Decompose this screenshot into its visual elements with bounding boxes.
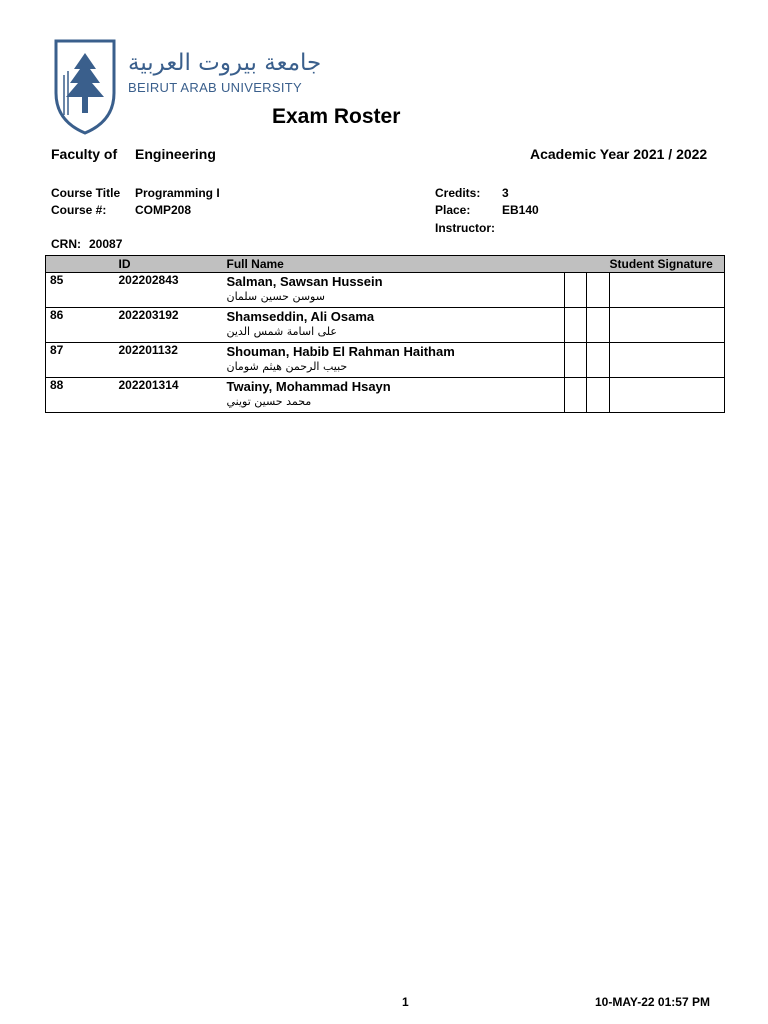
student-name-english: Shamseddin, Ali Osama bbox=[226, 309, 375, 324]
table-row bbox=[46, 273, 725, 308]
check-box-1[interactable] bbox=[565, 343, 587, 378]
student-name-arabic: محمد حسين تويني bbox=[226, 395, 312, 408]
student-name-english: Salman, Sawsan Hussein bbox=[226, 274, 383, 289]
row-seq: 87 bbox=[46, 343, 119, 378]
row-full-name bbox=[227, 308, 565, 343]
place-value: EB140 bbox=[502, 203, 539, 217]
signature-cell[interactable] bbox=[610, 378, 725, 413]
check-box-2[interactable] bbox=[587, 343, 610, 378]
student-name-arabic: حبيب الرحمن هيثم شومان bbox=[226, 360, 348, 373]
column-header-check-1 bbox=[565, 256, 587, 273]
row-id: 202201132 bbox=[119, 343, 227, 378]
check-box-1[interactable] bbox=[565, 273, 587, 308]
academic-year: Academic Year 2021 / 2022 bbox=[530, 146, 708, 162]
faculty-label: Faculty of bbox=[51, 146, 118, 162]
course-title-value: Programming I bbox=[135, 186, 220, 200]
column-header-seq bbox=[46, 256, 119, 273]
check-box-1[interactable] bbox=[565, 308, 587, 343]
instructor-label: Instructor: bbox=[435, 221, 495, 235]
column-header-signature: Student Signature bbox=[610, 256, 725, 273]
check-box-2[interactable] bbox=[587, 273, 610, 308]
column-header-check-2 bbox=[587, 256, 610, 273]
row-full-name bbox=[227, 273, 565, 308]
signature-cell[interactable] bbox=[610, 308, 725, 343]
course-title-label: Course Title bbox=[51, 186, 121, 200]
column-header-id: ID bbox=[119, 256, 227, 273]
credits-label: Credits: bbox=[435, 186, 481, 200]
table-row bbox=[46, 343, 725, 378]
logo-arabic-text: جامعة بيروت العربية bbox=[128, 50, 322, 76]
crn-label: CRN: bbox=[51, 237, 81, 251]
roster-table bbox=[45, 255, 725, 413]
credits-value: 3 bbox=[502, 186, 509, 200]
check-box-2[interactable] bbox=[587, 378, 610, 413]
student-name-english: Shouman, Habib El Rahman Haitham bbox=[226, 344, 455, 359]
row-id: 202203192 bbox=[119, 308, 227, 343]
table-row bbox=[46, 378, 725, 413]
check-box-2[interactable] bbox=[587, 308, 610, 343]
page-title: Exam Roster bbox=[272, 105, 401, 128]
course-number-value: COMP208 bbox=[135, 203, 192, 217]
print-timestamp: 10-MAY-22 01:57 PM bbox=[595, 995, 710, 1009]
student-name-arabic: على اسامة شمس الدين bbox=[226, 325, 337, 338]
row-seq: 85 bbox=[46, 273, 119, 308]
check-box-1[interactable] bbox=[565, 378, 587, 413]
signature-cell[interactable] bbox=[610, 343, 725, 378]
table-row bbox=[46, 308, 725, 343]
student-name-arabic: سوسن حسين سلمان bbox=[226, 290, 325, 303]
signature-cell[interactable] bbox=[610, 273, 725, 308]
logo-english-text: BEIRUT ARAB UNIVERSITY bbox=[128, 80, 302, 95]
student-name-english: Twainy, Mohammad Hsayn bbox=[226, 379, 391, 394]
table-header-row bbox=[46, 256, 725, 273]
row-full-name bbox=[227, 378, 565, 413]
row-seq: 88 bbox=[46, 378, 119, 413]
row-full-name bbox=[227, 343, 565, 378]
cedar-shield-icon bbox=[50, 35, 120, 135]
row-id: 202202843 bbox=[119, 273, 227, 308]
place-label: Place: bbox=[435, 203, 471, 217]
faculty-value: Engineering bbox=[135, 146, 216, 162]
column-header-full-name: Full Name bbox=[227, 256, 565, 273]
row-seq: 86 bbox=[46, 308, 119, 343]
crn-value: 20087 bbox=[89, 237, 123, 251]
course-number-label: Course #: bbox=[51, 203, 107, 217]
page-number: 1 bbox=[402, 995, 409, 1009]
row-id: 202201314 bbox=[119, 378, 227, 413]
